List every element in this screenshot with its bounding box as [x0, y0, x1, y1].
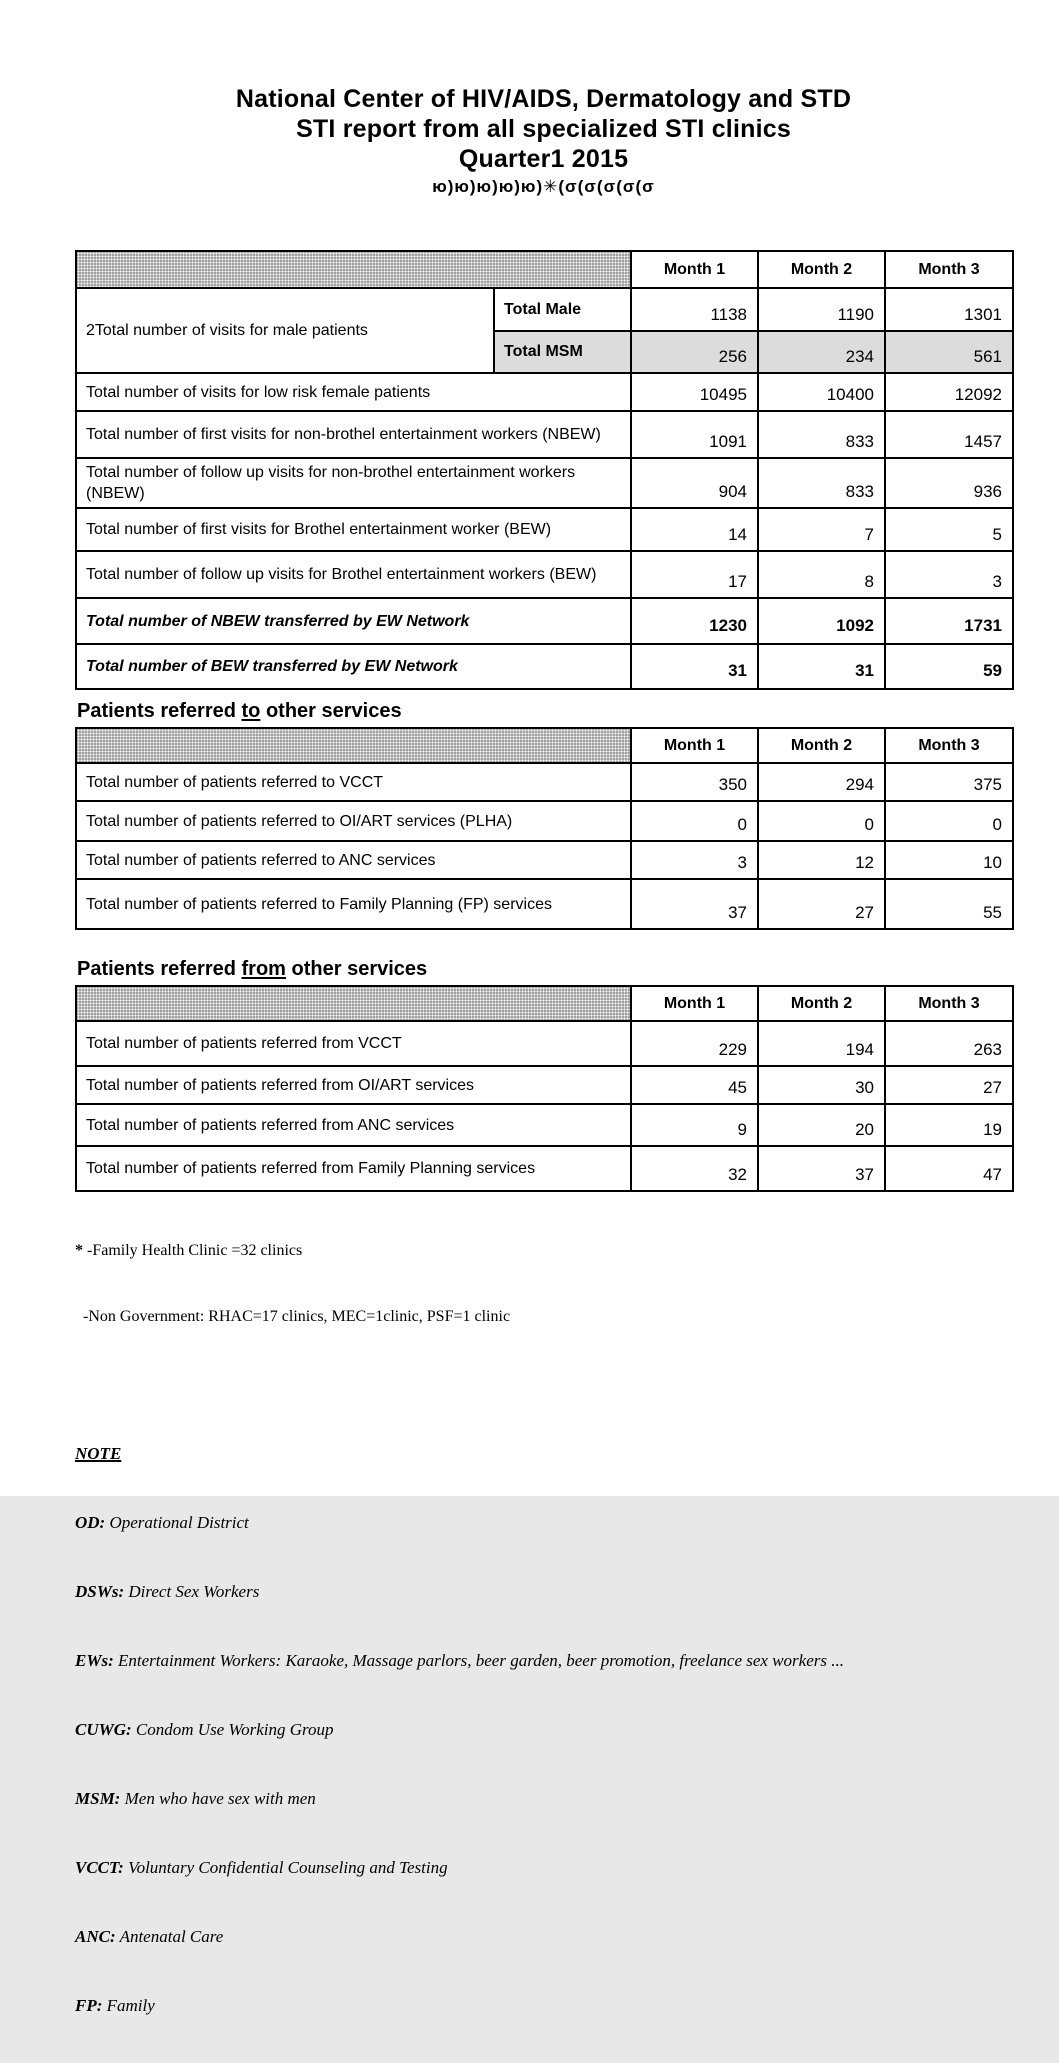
value-cell: 194 — [758, 1021, 885, 1066]
heading-text: Patients referred — [77, 700, 242, 722]
table-row — [76, 763, 1013, 801]
asterisk-marker: * — [75, 1242, 83, 1259]
referred-to-table — [75, 727, 1014, 930]
header-spacer-cell — [76, 728, 631, 763]
footnote-text: -Non Government: RHAC=17 clinics, MEC=1clinic, PSF=1 clinic — [75, 1308, 511, 1325]
sub-row-label: Total MSM — [494, 331, 631, 373]
note-item — [75, 1511, 1012, 1534]
value-cell: 32 — [631, 1146, 758, 1191]
row-label: Total number of patients referred to OI/ART services (PLHA) — [76, 801, 631, 841]
note-term: MSM: — [75, 1789, 121, 1808]
value-cell: 1301 — [885, 288, 1013, 331]
value-cell: 55 — [885, 879, 1013, 929]
referred-from-table — [75, 985, 1014, 1192]
value-cell: 19 — [885, 1104, 1013, 1146]
row-label: Total number of patients referred from Family Planning services — [76, 1146, 631, 1191]
value-cell: 936 — [885, 458, 1013, 508]
note-heading: NOTE — [75, 1444, 122, 1463]
section-heading-referred-to — [77, 699, 1012, 723]
row-label: Total number of NBEW transferred by EW Network — [76, 598, 631, 644]
table-row — [76, 801, 1013, 841]
sub-row-label: Total Male — [494, 288, 631, 331]
row-label: Total number of patients referred from VCCT — [76, 1021, 631, 1066]
table-row — [76, 1021, 1013, 1066]
note-definition: Direct Sex Workers — [124, 1582, 260, 1601]
value-cell: 234 — [758, 331, 885, 373]
row-label: Total number of patients referred from OI/ART services — [76, 1066, 631, 1104]
visits-table — [75, 250, 1014, 690]
table-header-row — [76, 728, 1013, 763]
row-label: Total number of patients referred to Family Planning (FP) services — [76, 879, 631, 929]
page-subtitle: STI report from all specialized STI clinics — [296, 115, 791, 143]
value-cell: 294 — [758, 763, 885, 801]
note-definition: Voluntary Confidential Counseling and Testing — [123, 1858, 448, 1877]
value-cell: 561 — [885, 331, 1013, 373]
footnote-text: -Family Health Clinic =32 clinics — [83, 1242, 303, 1259]
heading-text: other services — [285, 958, 428, 980]
month-3-header: Month 3 — [885, 728, 1013, 763]
header-spacer-cell — [76, 986, 631, 1021]
value-cell: 0 — [631, 801, 758, 841]
row-label: Total number of BEW transferred by EW Network — [76, 644, 631, 689]
value-cell: 3 — [885, 551, 1013, 598]
table-header-row — [76, 986, 1013, 1021]
value-cell: 229 — [631, 1021, 758, 1066]
table-row — [76, 288, 1013, 331]
month-3-header: Month 3 — [885, 986, 1013, 1021]
note-definition: Family — [102, 1996, 155, 2015]
row-label: Total number of patients referred to VCCT — [76, 763, 631, 801]
note-item — [75, 1580, 1012, 1603]
table-row — [76, 1104, 1013, 1146]
note-item — [75, 1649, 1012, 1672]
value-cell: 30 — [758, 1066, 885, 1104]
value-cell: 0 — [885, 801, 1013, 841]
note-definition: Men who have sex with men — [120, 1789, 316, 1808]
month-1-header: Month 1 — [631, 251, 758, 288]
month-1-header: Month 1 — [631, 728, 758, 763]
table-header-row — [76, 251, 1013, 288]
row-label: Total number of follow up visits for Brothel entertainment workers (BEW) — [76, 551, 631, 598]
month-2-header: Month 2 — [758, 251, 885, 288]
table-row — [76, 551, 1013, 598]
report-content — [75, 0, 1012, 2063]
note-block — [75, 1396, 1012, 2063]
value-cell: 263 — [885, 1021, 1013, 1066]
table-row — [76, 1146, 1013, 1191]
value-cell: 833 — [758, 411, 885, 458]
value-cell: 12 — [758, 841, 885, 879]
table-row — [76, 411, 1013, 458]
value-cell: 1457 — [885, 411, 1013, 458]
table-row — [76, 1066, 1013, 1104]
footnotes — [75, 1196, 1012, 1372]
heading-underlined-word: to — [241, 700, 261, 722]
footnote-line — [75, 1240, 1012, 1262]
value-cell: 3 — [631, 841, 758, 879]
note-term: ANC: — [75, 1927, 116, 1946]
value-cell: 256 — [631, 331, 758, 373]
note-definition: Condom Use Working Group — [131, 1720, 334, 1739]
note-term: OD: — [75, 1513, 106, 1532]
value-cell: 8 — [758, 551, 885, 598]
row-label: Total number of first visits for Brothel entertainment worker (BEW) — [76, 508, 631, 551]
value-cell: 833 — [758, 458, 885, 508]
table-row-total — [76, 644, 1013, 689]
value-cell: 37 — [631, 879, 758, 929]
decorative-ornament: ю)ю)ю)ю)ю)✳(σ(σ(σ(σ(σ — [432, 177, 655, 196]
value-cell: 31 — [631, 644, 758, 689]
row-label: 2Total number of visits for male patients — [76, 288, 494, 373]
value-cell: 375 — [885, 763, 1013, 801]
value-cell: 17 — [631, 551, 758, 598]
value-cell: 59 — [885, 644, 1013, 689]
value-cell: 1091 — [631, 411, 758, 458]
value-cell: 12092 — [885, 373, 1013, 411]
note-item — [75, 1787, 1012, 1810]
value-cell: 47 — [885, 1146, 1013, 1191]
value-cell: 1190 — [758, 288, 885, 331]
month-2-header: Month 2 — [758, 986, 885, 1021]
report-header — [75, 0, 1012, 198]
heading-underlined-word: from — [241, 958, 286, 980]
value-cell: 1092 — [758, 598, 885, 644]
value-cell: 1731 — [885, 598, 1013, 644]
note-term: EWs: — [75, 1651, 114, 1670]
page-quarter: Quarter1 2015 — [458, 145, 629, 173]
note-definition: Entertainment Workers: Karaoke, Massage parlors, beer garden, beer promotion, freelance sex workers ... — [113, 1651, 844, 1670]
heading-text: Patients referred — [77, 958, 242, 980]
note-item — [75, 1925, 1012, 1948]
footnote-line — [75, 1306, 1012, 1328]
value-cell: 904 — [631, 458, 758, 508]
note-term: FP: — [75, 1996, 103, 2015]
note-term: CUWG: — [75, 1720, 132, 1739]
value-cell: 350 — [631, 763, 758, 801]
value-cell: 27 — [885, 1066, 1013, 1104]
value-cell: 37 — [758, 1146, 885, 1191]
note-term: VCCT: — [75, 1858, 124, 1877]
table-row — [76, 458, 1013, 508]
value-cell: 10400 — [758, 373, 885, 411]
value-cell: 45 — [631, 1066, 758, 1104]
table-row — [76, 841, 1013, 879]
month-2-header: Month 2 — [758, 728, 885, 763]
note-definition: Antenatal Care — [115, 1927, 224, 1946]
value-cell: 1230 — [631, 598, 758, 644]
header-spacer-cell — [76, 251, 631, 288]
note-item — [75, 1718, 1012, 1741]
value-cell: 0 — [758, 801, 885, 841]
table-row — [76, 373, 1013, 411]
row-label: Total number of follow up visits for non-brothel entertainment workers (NBEW) — [76, 458, 631, 508]
note-definition: Operational District — [105, 1513, 249, 1532]
row-label: Total number of visits for low risk female patients — [76, 373, 631, 411]
row-label: Total number of first visits for non-brothel entertainment workers (NBEW) — [76, 411, 631, 458]
table-row — [76, 508, 1013, 551]
section-heading-referred-from — [77, 957, 1012, 981]
value-cell: 10 — [885, 841, 1013, 879]
value-cell: 5 — [885, 508, 1013, 551]
value-cell: 9 — [631, 1104, 758, 1146]
month-3-header: Month 3 — [885, 251, 1013, 288]
value-cell: 20 — [758, 1104, 885, 1146]
row-label: Total number of patients referred to ANC services — [76, 841, 631, 879]
table-row — [76, 879, 1013, 929]
month-1-header: Month 1 — [631, 986, 758, 1021]
note-item — [75, 1856, 1012, 1879]
value-cell: 31 — [758, 644, 885, 689]
row-label: Total number of patients referred from ANC services — [76, 1104, 631, 1146]
value-cell: 14 — [631, 508, 758, 551]
value-cell: 10495 — [631, 373, 758, 411]
value-cell: 27 — [758, 879, 885, 929]
heading-text: other services — [260, 700, 402, 722]
page-title: National Center of HIV/AIDS, Dermatology and STD — [235, 85, 852, 113]
value-cell: 1138 — [631, 288, 758, 331]
note-term: DSWs: — [75, 1582, 125, 1601]
value-cell: 7 — [758, 508, 885, 551]
note-item — [75, 1994, 1012, 2017]
table-row-total — [76, 598, 1013, 644]
